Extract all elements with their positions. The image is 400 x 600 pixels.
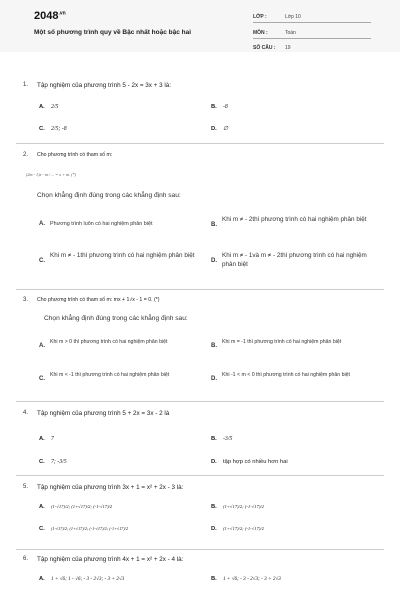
option-c[interactable]: C. 2/5; -8 <box>39 126 67 132</box>
option-d[interactable]: D. tập hợp có nhiều hơn hai <box>211 459 288 465</box>
divider <box>16 549 384 550</box>
option-c[interactable]: C. 7; -3/5 <box>39 459 67 465</box>
logo[interactable]: $2048^{.vn}$ <box>34 10 66 22</box>
option-b[interactable]: B. -3/5 <box>211 436 233 442</box>
page-title: Một số phương trình quy về Bậc nhất hoặc bậc hai <box>34 29 192 36</box>
instruction: Chọn khẳng định đúng trong các khẳng định sau: <box>44 315 188 322</box>
divider <box>16 475 384 476</box>
option-a[interactable]: A. (1-√17)/2; (1+√17)/2; (-1-√17)/2 <box>39 504 113 510</box>
option-a[interactable]: A. 1 + √6; 1 - √6; - 3 - 2√3; - 3 + 2√3 <box>39 576 125 582</box>
option-c[interactable]: C. (1-√17)/2; (1+√17)/2; (-1-√17)/2; (-1+√17)/2 <box>39 526 129 532</box>
page-header: $2048^{.vn}$ Một số phương trình quy về Bậc nhất hoặc bậc hai LỚP : Lớp 10 MÔN : Toán SỐ CÂU : 19 <box>0 0 400 52</box>
instruction: Chọn khẳng định đúng trong các khẳng định sau: <box>37 192 181 199</box>
option-b[interactable]: B. (1+√17)/2; (-1-√17)/2 <box>211 504 264 510</box>
option-a[interactable]: A. 7 <box>39 436 54 442</box>
option-b[interactable]: B. 1 + √6; - 3 - 2√3; - 3 + 2√3 <box>211 576 281 582</box>
option-d[interactable]: D. ∅ <box>211 126 229 132</box>
option-b[interactable]: B. -8 <box>211 104 228 110</box>
option-a[interactable]: A. 2/5 <box>39 104 59 110</box>
divider <box>16 401 384 402</box>
divider <box>16 143 384 144</box>
equation: (2m - 1)x - m / ... = x + m. (*) <box>26 172 76 177</box>
option-d[interactable]: D. (1+√17)/2; (-1-√17)/2 <box>211 526 264 532</box>
divider <box>16 289 384 290</box>
